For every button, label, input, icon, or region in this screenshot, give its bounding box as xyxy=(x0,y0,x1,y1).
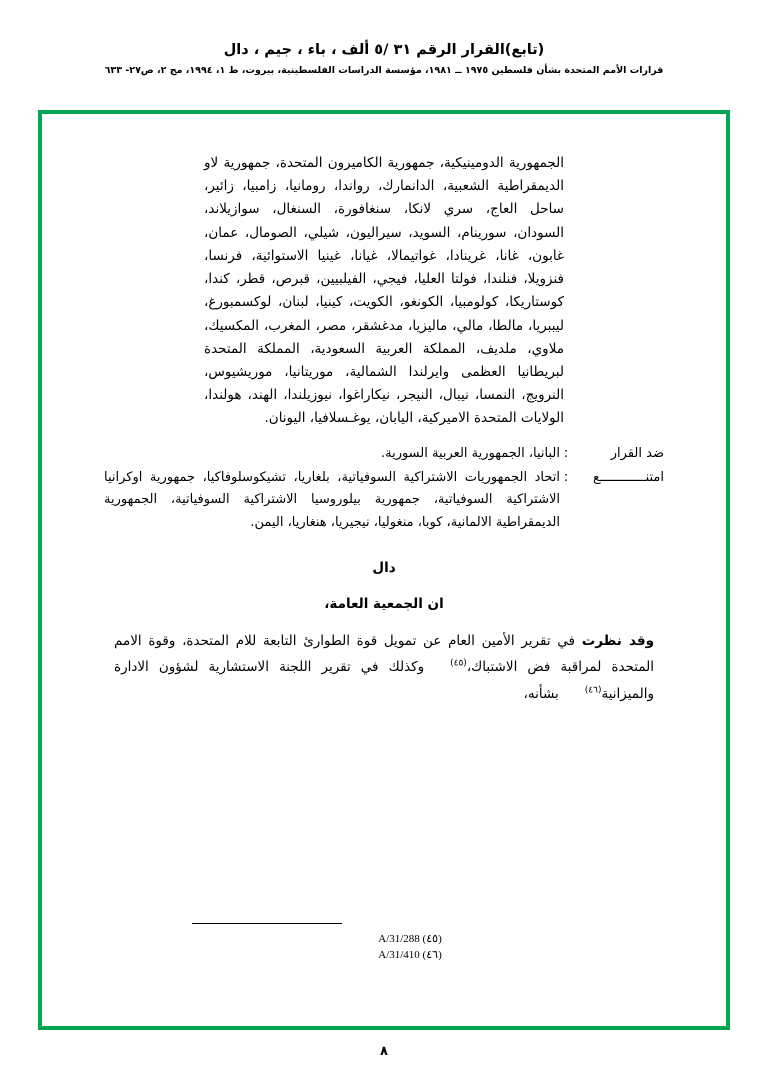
paragraph-text-2: وكذلك في تقرير اللجنة الاستشارية لشؤون الادارة والميزانية xyxy=(114,659,654,702)
countries-in-favour-list: الجمهورية الدومينيكية، جمهورية الكاميرون المتحدة، جمهورية لاو الديمقراطية الشعبية، الدانمارك، رواندا، رومانيا، زامبيا، زائير، ساحل العاج، سري لانكا، سنغافورة، السنغال، سوازيلاند، السودان، سورينام، السويد، سيراليون، شيلي، الصومال، عمان، غابون، غانا، غرينادا، غواتيمالا، غيانا، غينيا الاستوائية، فرنسا، فنزويلا، فنلندا، فولتا العليا، فيجي، الفيلبيين، قبرص، قطر، كندا، كوستاريكا، كولومبيا، الكونغو، الكويت، كينيا، لبنان، لوكسمبورغ، ليببريا، مالطا، مالي، ماليزيا، مدغشقر، مصر، المغرب، المكسيك، ملاوي، ملديف، المملكة العربية السعودية، المملكة المتحدة لبريطانيا العظمى وايرلندا الشمالية، موريتانيا، موريشيوس، النرويج، النمسا، نيبال، النيجر، نيكاراغوا، نيوزيلندا، الهند، هولندا، الولايات المتحدة الاميركية، اليابان، يوغـسلافيا، اليونان. xyxy=(204,155,564,427)
abstain-colon: : xyxy=(563,469,569,485)
document-header xyxy=(0,42,768,76)
abstain-countries: اتحاد الجمهوريات الاشتراكية السوفياتية، بلغاريا، تشيكوسلوفاكيا، جمهورية اوكرانيا الاشتراكية السوفياتية، جمهورية بيلوروسيا الاشتراكية السوفياتية، الجمهورية الديمقراطية الالمانية، كوبا، منغوليا، نيجيريا، هنغاريا، اليمن. xyxy=(104,469,560,530)
paragraph-text-3: بشأنه، xyxy=(523,685,559,702)
footnote-list xyxy=(104,932,664,961)
footnote-ref-45: (٤٥) xyxy=(450,658,467,669)
frame-content xyxy=(42,114,726,1026)
green-border-frame xyxy=(38,110,730,1030)
footnote-item: A/31/288 (٤٥) xyxy=(378,933,442,945)
abstain-label: امتنــــــــــــع xyxy=(592,469,664,485)
vote-row-against xyxy=(104,443,664,465)
footnote-ref-46: (٤٦) xyxy=(584,685,602,696)
against-countries: البانيا، الجمهورية العربية السورية. xyxy=(380,445,560,461)
resolution-paragraph xyxy=(104,628,664,707)
page-number: ٨ xyxy=(380,1044,388,1059)
footnote-divider xyxy=(192,923,342,924)
vote-row-abstain xyxy=(104,467,664,534)
against-label: ضد القرار xyxy=(610,445,664,461)
assembly-heading: ان الجمعية العامة، xyxy=(324,596,444,613)
section-letter: دال xyxy=(372,560,396,577)
paragraph-text-1: في تقرير الأمين العام عن تمويل قوة الطوارئ التابعة للام المتحدة، وقوة الامم المتحدة لمراقبة فض الاشتباك، xyxy=(114,633,655,676)
paragraph-lead: وقد نظرت xyxy=(581,633,655,650)
page-title: (تابع)القرار الرقم ٣١ /٥ ألف ، باء ، جيم ، دال xyxy=(223,42,545,58)
footnote-item: A/31/410 (٤٦) xyxy=(378,949,442,961)
against-colon: : xyxy=(563,445,569,461)
vote-breakdown xyxy=(104,443,664,534)
footnote-area xyxy=(104,923,664,964)
source-citation: قرارات الأمم المتحدة بشأن فلسطين ١٩٧٥ ــ ١٩٨١، مؤسسة الدراسات الفلسطينية، بيروت، ط ١، ١٩٩٤، مج ٢، ص٢٧- ٦٣٣ xyxy=(104,65,664,76)
